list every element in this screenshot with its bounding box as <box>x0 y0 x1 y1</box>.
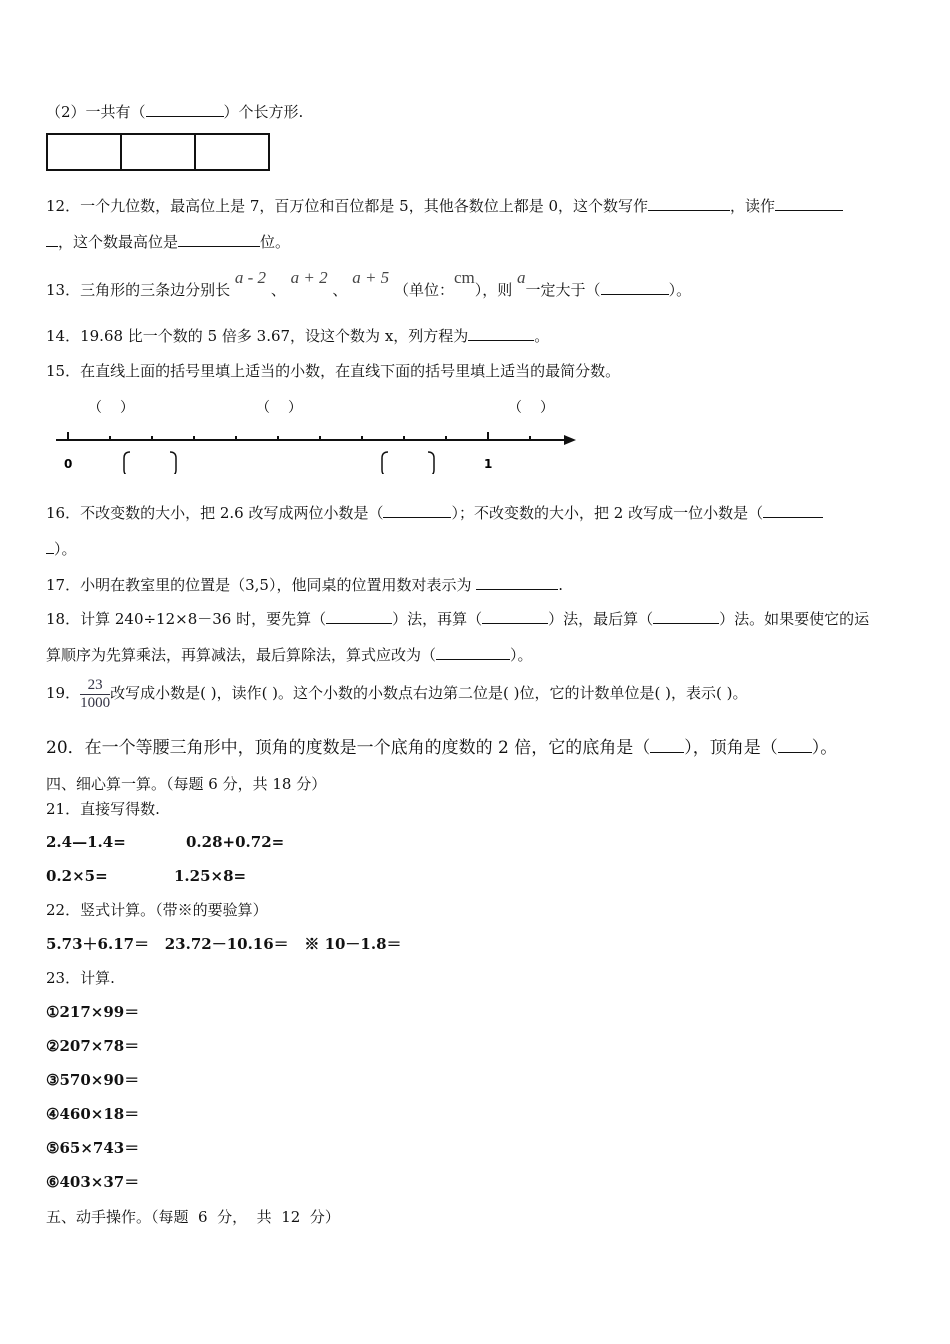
expr-a-plus-2: a + 2 <box>290 268 328 287</box>
number-line <box>46 392 586 474</box>
answer-blank[interactable] <box>46 539 54 554</box>
q23-item: ⑥403×37＝ <box>46 1173 140 1191</box>
expr-a-minus-2: a - 2 <box>234 268 267 287</box>
q17: 17．小明在教室里的位置是（3,5），他同桌的位置用数对表示为 . <box>46 576 564 594</box>
bracket-close <box>170 452 176 474</box>
answer-blank[interactable] <box>326 609 392 624</box>
q23-item: ④460×18＝ <box>46 1105 140 1123</box>
q19: 19． $\frac{23}{1000}$ 改写成小数是( )，读作( )。这个小数的小数点右边第二位是( )位，它的计数单位是( )，表示( )。 <box>46 676 748 711</box>
q13: 13．三角形的三条边分别长 a - 2 、 a + 2 、 a + 5 （单位：cm），则 a一定大于（ ）。 <box>46 268 692 299</box>
bracket-close <box>428 452 434 474</box>
q20: 20．在一个等腰三角形中，顶角的度数是一个底角的度数的 2 倍，它的底角是（ ），顶角是（ ）。 <box>46 738 838 758</box>
answer-blank[interactable] <box>763 503 823 518</box>
answer-blank[interactable] <box>650 738 684 753</box>
q15: 15．在直线上面的括号里填上适当的小数，在直线下面的括号里填上适当的最简分数。 <box>46 362 621 380</box>
q21-expr-b: 0.28+0.72= <box>186 833 285 851</box>
rectangle-figure <box>46 133 270 171</box>
fraction-answer-slot[interactable] <box>390 452 426 474</box>
answer-blank[interactable] <box>775 196 843 211</box>
section-5-title: 五、动手操作。（每题 6 分， 共 12 分） <box>46 1208 340 1226</box>
paren-close: ） <box>540 400 554 416</box>
bracket-open <box>382 452 388 474</box>
q11-part2: （2）一共有（ ）个长方形. <box>46 103 304 121</box>
answer-blank[interactable] <box>46 232 58 247</box>
q22-title: 22．竖式计算。（带※的要验算） <box>46 901 268 919</box>
q23-item: ①217×99＝ <box>46 1003 140 1021</box>
unit-cm: cm <box>453 268 475 287</box>
answer-blank[interactable] <box>653 609 719 624</box>
paren-open: （ <box>508 400 522 416</box>
arrow-icon <box>564 435 576 445</box>
answer-blank[interactable] <box>178 232 260 247</box>
answer-blank[interactable] <box>601 280 669 295</box>
answer-blank[interactable] <box>476 575 558 590</box>
fraction-23-over-1000: $\frac{23}{1000}$ <box>80 676 111 711</box>
paren-open: （ <box>88 400 102 416</box>
label-one: 1 <box>484 457 493 471</box>
q16-line1: 16．不改变数的大小，把 2.6 改写成两位小数是（ ）；不改变数的大小，把 2 改写成一位小数是（ <box>46 503 823 523</box>
answer-blank[interactable] <box>778 738 812 753</box>
paren-open: （ <box>256 400 270 416</box>
fraction-answer-slot[interactable] <box>132 452 168 474</box>
q12-line2: ，这个数最高位是 位。 <box>46 232 290 252</box>
answer-blank[interactable] <box>482 609 548 624</box>
rectangle-cell <box>196 135 268 169</box>
expr-a-plus-5: a + 5 <box>352 268 390 287</box>
label-zero: 0 <box>64 457 73 471</box>
q14: 14．19.68 比一个数的 5 倍多 3.67，设这个数为 x，列方程为 。 <box>46 327 550 345</box>
q22-exprs: 5.73＋6.17＝ 23.72－10.16＝ ※ 10－1.8＝ <box>46 935 402 953</box>
q18-line2: 算顺序为先算乘法，再算减法，最后算除法，算式应改为（ ）。 <box>46 646 533 664</box>
paren-close: ） <box>120 400 134 416</box>
answer-blank[interactable] <box>383 503 451 518</box>
answer-blank[interactable] <box>146 102 224 117</box>
answer-blank[interactable] <box>436 645 510 660</box>
q21-title: 21．直接写得数. <box>46 800 160 818</box>
answer-blank[interactable] <box>468 326 534 341</box>
q23-title: 23．计算. <box>46 969 115 987</box>
q18-line1: 18．计算 240÷12×8－36 时，要先算（ ）法，再算（ ）法，最后算（ ）法。如果要使它的运 <box>46 610 870 628</box>
q23-item: ③570×90＝ <box>46 1071 140 1089</box>
variable-a: a <box>517 268 526 287</box>
answer-blank[interactable] <box>648 196 730 211</box>
bracket-open <box>124 452 130 474</box>
q21-expr-c: 0.2×5= <box>46 867 108 885</box>
rectangle-cell <box>122 135 196 169</box>
q12-line1: 12．一个九位数，最高位上是 7，百万位和百位都是 5，其他各数位上都是 0，这个数写作 ，读作 <box>46 196 843 216</box>
q21-expr-a: 2.4—1.4= <box>46 833 126 851</box>
q21-expr-d: 1.25×8= <box>174 867 247 885</box>
paren-close: ） <box>288 400 302 416</box>
q16-line2: ）。 <box>46 539 77 559</box>
rectangle-cell <box>48 135 122 169</box>
section-4-title: 四、细心算一算。（每题 6 分，共 18 分） <box>46 775 327 793</box>
number-line-ticks <box>68 432 530 440</box>
q23-item: ②207×78＝ <box>46 1037 140 1055</box>
q23-item: ⑤65×743＝ <box>46 1139 140 1157</box>
